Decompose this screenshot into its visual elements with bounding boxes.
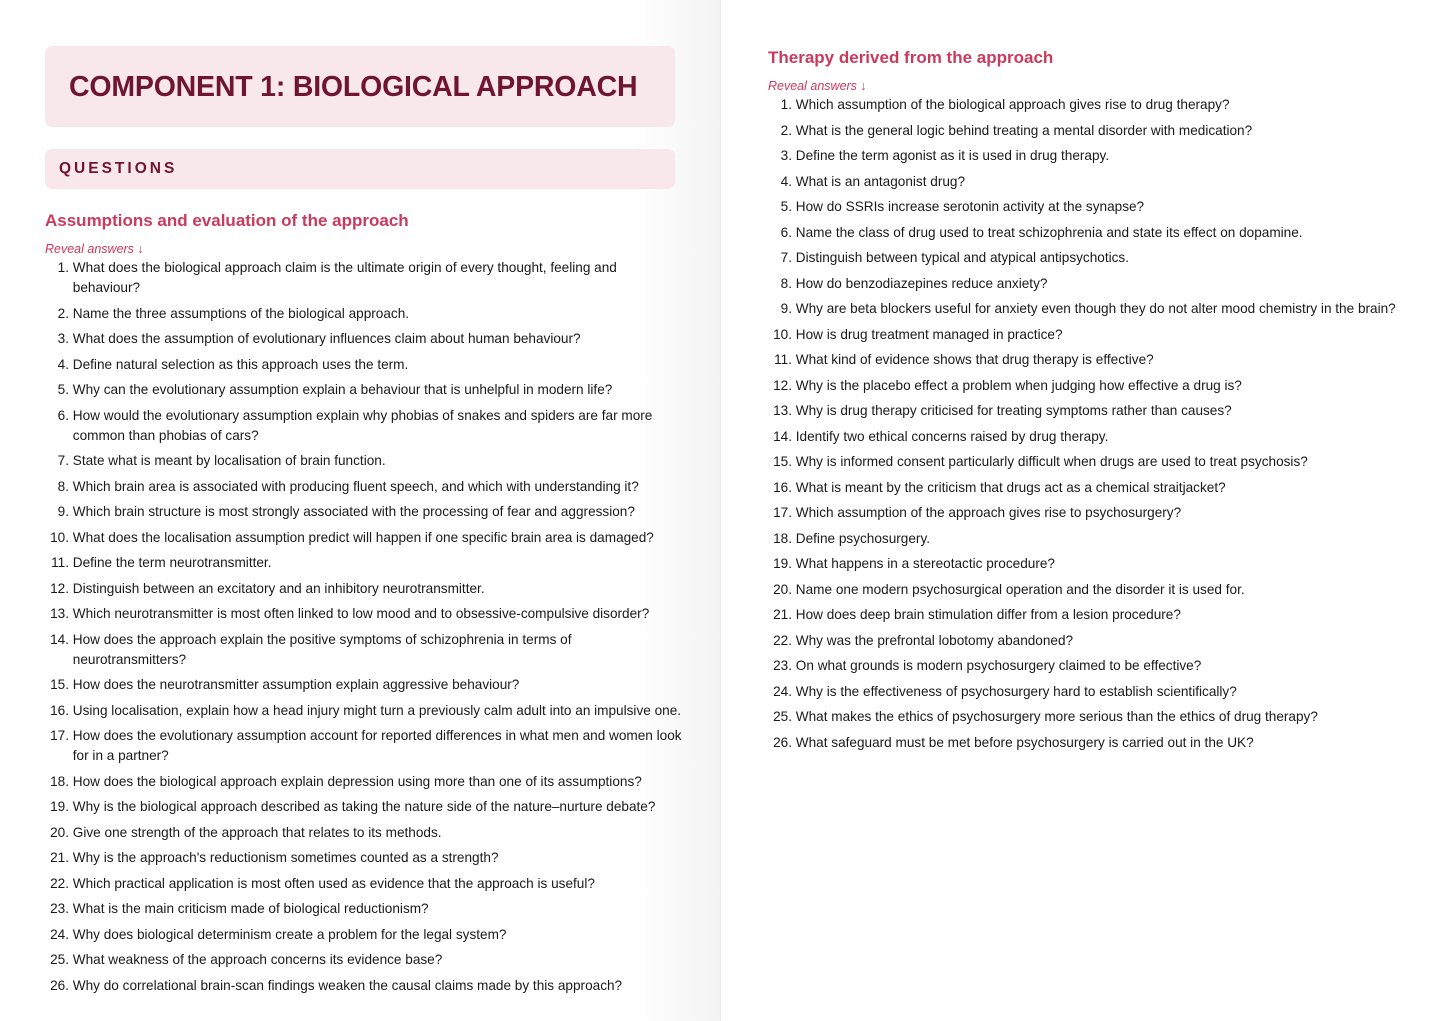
question-number: 6. [57, 407, 69, 423]
question-number: 16. [50, 702, 69, 718]
question-text: How do SSRIs increase serotonin activity at the synapse? [795, 199, 1145, 214]
question-number: 23. [50, 901, 69, 916]
question-text: Give one strength of the approach that relates to its methods. [72, 824, 442, 840]
question-number: 20. [773, 581, 792, 597]
question-text: Which neurotransmitter is most often linked to low mood and to obsessive-compulsive disorder? [72, 606, 650, 621]
question-text: State what is meant by localisation of brain function. [72, 453, 386, 468]
question-number: 19. [50, 799, 69, 814]
question-item [45, 502, 685, 522]
question-text: Identify two ethical concerns raised by drug therapy. [795, 428, 1109, 444]
question-number: 18. [773, 530, 792, 546]
section-heading-assumptions: Assumptions and evaluation of the approach [45, 211, 409, 230]
question-text: How is drug treatment managed in practice? [795, 326, 1063, 342]
question-text: What weakness of the approach concerns its evidence base? [72, 952, 443, 967]
question-text: Why is the placebo effect a problem when judging how effective a drug is? [795, 377, 1242, 393]
question-text: Why do correlational brain-scan findings weaken the causal claims made by this approach? [72, 977, 623, 993]
question-item [768, 605, 1428, 625]
question-number: 11. [51, 555, 69, 570]
question-number: 12. [50, 580, 69, 596]
question-number: 9. [57, 504, 69, 519]
question-text: Why is informed consent particularly difficult when drugs are used to treat psychosis? [795, 454, 1308, 469]
question-number: 2. [780, 122, 792, 138]
question-item [45, 874, 685, 894]
question-number: 8. [780, 275, 792, 291]
question-number: 4. [57, 356, 69, 372]
question-item [45, 925, 685, 945]
question-text: What does the localisation assumption predict will happen if one specific brain area is damaged? [72, 529, 654, 545]
question-item [45, 329, 685, 349]
question-number: 12. [773, 377, 792, 393]
question-number: 26. [773, 734, 792, 750]
question-text: Why is drug therapy criticised for treating symptoms rather than causes? [795, 403, 1232, 418]
question-list-therapy [768, 95, 1445, 753]
question-item [768, 554, 1428, 574]
question-text: Define psychosurgery. [795, 530, 931, 546]
question-item [45, 950, 685, 970]
question-item [45, 604, 685, 624]
question-item [45, 772, 685, 792]
question-number: 10. [50, 529, 69, 545]
question-text: Why does biological determinism create a problem for the legal system? [72, 926, 507, 942]
question-item [45, 553, 685, 573]
question-number: 22. [50, 875, 69, 891]
question-number: 7. [780, 250, 792, 265]
question-number: 13. [50, 606, 69, 621]
question-number: 16. [773, 479, 792, 495]
question-number: 11. [774, 352, 792, 367]
question-number: 14. [50, 631, 69, 647]
question-text: Name one modern psychosurgical operation and the disorder it is used for. [795, 581, 1245, 597]
question-item [45, 797, 685, 817]
question-item [768, 197, 1428, 217]
question-list-assumptions [45, 258, 721, 996]
question-item [45, 406, 685, 446]
question-item [768, 401, 1428, 421]
question-text: What is the general logic behind treating a mental disorder with medication? [795, 122, 1253, 138]
question-item [768, 529, 1428, 549]
question-text: What kind of evidence shows that drug therapy is effective? [795, 352, 1154, 367]
question-number: 19. [773, 556, 792, 571]
question-number: 23. [773, 658, 792, 673]
question-text: Why is the biological approach described as taking the nature side of the nature–nurture debate? [72, 799, 656, 814]
question-number: 4. [780, 173, 792, 189]
left-page [0, 0, 721, 1021]
question-text: What does the assumption of evolutionary influences claim about human behaviour? [72, 331, 581, 346]
question-number: 5. [780, 199, 792, 214]
question-text: Define the term agonist as it is used in drug therapy. [795, 148, 1110, 163]
questions-banner [45, 149, 675, 189]
question-text: Which assumption of the approach gives rise to psychosurgery? [795, 505, 1182, 520]
question-number: 22. [773, 632, 792, 648]
question-item [768, 121, 1428, 141]
question-number: 24. [50, 926, 69, 942]
question-item [45, 899, 685, 919]
question-number: 21. [50, 850, 69, 865]
question-item [768, 452, 1428, 472]
question-item [768, 325, 1428, 345]
question-item [768, 376, 1428, 396]
question-item [768, 95, 1428, 115]
question-text: What is the main criticism made of biological reductionism? [72, 901, 429, 916]
question-item [768, 248, 1428, 268]
question-item [768, 656, 1428, 676]
question-text: How do benzodiazepines reduce anxiety? [795, 275, 1048, 291]
question-number: 21. [773, 607, 792, 622]
question-item [768, 299, 1428, 319]
question-item [768, 478, 1428, 498]
question-text: On what grounds is modern psychosurgery claimed to be effective? [795, 658, 1202, 673]
question-number: 17. [773, 505, 792, 520]
question-number: 15. [50, 677, 69, 692]
question-text: Which brain area is associated with producing fluent speech, and which with understanding it? [72, 478, 639, 494]
question-item [768, 274, 1428, 294]
question-number: 3. [780, 148, 792, 163]
question-number: 6. [780, 224, 792, 240]
question-item [768, 427, 1428, 447]
question-item [768, 350, 1428, 370]
question-text: Why was the prefrontal lobotomy abandoned? [795, 632, 1074, 648]
question-number: 17. [50, 728, 69, 743]
question-item [768, 733, 1428, 753]
question-text: How does the evolutionary assumption account for reported differences in what men and women look for in a partner? [72, 728, 682, 763]
reveal-answers-link-therapy[interactable]: Reveal answers ↓ [768, 79, 867, 93]
question-item [45, 630, 685, 670]
question-text: What is an antagonist drug? [795, 173, 966, 189]
question-item [768, 503, 1428, 523]
question-number: 1. [57, 260, 69, 275]
question-item [45, 726, 685, 766]
question-number: 13. [773, 403, 792, 418]
question-text: What makes the ethics of psychosurgery more serious than the ethics of drug therapy? [795, 709, 1318, 724]
question-number: 8. [57, 478, 69, 494]
question-text: Name the class of drug used to treat schizophrenia and state its effect on dopamine. [795, 224, 1303, 240]
question-text: What does the biological approach claim is the ultimate origin of every thought, feeling and behaviour? [72, 260, 617, 295]
page-title: COMPONENT 1: BIOLOGICAL APPROACH [69, 71, 638, 103]
question-text: Which practical application is most often used as evidence that the approach is useful? [72, 875, 595, 891]
question-number: 15. [773, 454, 792, 469]
question-text: How does the approach explain the positive symptoms of schizophrenia in terms of neurotransmitters? [72, 631, 572, 667]
question-number: 18. [50, 773, 69, 789]
question-number: 14. [773, 428, 792, 444]
question-number: 25. [773, 709, 792, 724]
question-item [768, 172, 1428, 192]
question-number: 1. [780, 97, 792, 112]
question-text: Distinguish between typical and atypical antipsychotics. [795, 250, 1130, 265]
question-item [45, 477, 685, 497]
question-number: 5. [57, 382, 69, 397]
question-text: Why can the evolutionary assumption explain a behaviour that is unhelpful in modern life? [72, 382, 613, 397]
question-item [45, 451, 685, 471]
question-text: Define natural selection as this approach uses the term. [72, 356, 409, 372]
question-item [45, 823, 685, 843]
question-item [768, 580, 1428, 600]
question-text: How does deep brain stimulation differ from a lesion procedure? [795, 607, 1181, 622]
question-item [45, 675, 685, 695]
question-text: Which brain structure is most strongly associated with the processing of fear and aggression? [72, 504, 635, 519]
question-text: How does the biological approach explain depression using more than one of its assumptions? [72, 773, 642, 789]
question-text: How would the evolutionary assumption explain why phobias of snakes and spiders are far more common than phobias of cars? [72, 407, 653, 443]
questions-label: QUESTIONS [59, 160, 178, 177]
question-number: 9. [780, 301, 792, 316]
question-number: 20. [50, 824, 69, 840]
question-item [768, 146, 1428, 166]
question-text: Why is the approach's reductionism sometimes counted as a strength? [72, 850, 499, 865]
right-page [721, 0, 1445, 1021]
question-item [768, 223, 1428, 243]
question-number: 10. [773, 326, 792, 342]
question-item [768, 631, 1428, 651]
question-item [45, 380, 685, 400]
question-item [45, 258, 685, 298]
question-item [768, 682, 1428, 702]
question-text: Define the term neurotransmitter. [72, 555, 272, 570]
question-item [45, 848, 685, 868]
question-text: Why are beta blockers useful for anxiety even though they do not alter mood chemistry in the brain? [795, 301, 1396, 316]
title-banner [45, 46, 675, 127]
question-item [45, 976, 685, 996]
question-number: 25. [50, 952, 69, 967]
question-text: Distinguish between an excitatory and an inhibitory neurotransmitter. [72, 580, 485, 596]
section-heading-therapy: Therapy derived from the approach [768, 48, 1054, 67]
question-item [45, 701, 685, 721]
question-number: 7. [57, 453, 69, 468]
question-text: What safeguard must be met before psychosurgery is carried out in the UK? [795, 734, 1254, 750]
question-number: 2. [57, 305, 69, 321]
question-text: What is meant by the criticism that drugs act as a chemical straitjacket? [795, 479, 1226, 495]
question-number: 24. [773, 683, 792, 699]
reveal-answers-link-assumptions[interactable]: Reveal answers ↓ [45, 242, 144, 256]
question-number: 26. [50, 977, 69, 993]
question-text: Using localisation, explain how a head injury might turn a previously calm adult into an impulsive one. [72, 702, 682, 718]
question-text: Why is the effectiveness of psychosurgery hard to establish scientifically? [795, 683, 1237, 699]
question-text: Name the three assumptions of the biological approach. [72, 305, 410, 321]
question-text: Which assumption of the biological approach gives rise to drug therapy? [795, 97, 1230, 112]
question-item [45, 304, 685, 324]
question-item [45, 579, 685, 599]
question-item [768, 707, 1428, 727]
question-text: How does the neurotransmitter assumption explain aggressive behaviour? [72, 677, 520, 692]
question-item [45, 355, 685, 375]
question-text: What happens in a stereotactic procedure? [795, 556, 1055, 571]
question-item [45, 528, 685, 548]
question-number: 3. [57, 331, 69, 346]
